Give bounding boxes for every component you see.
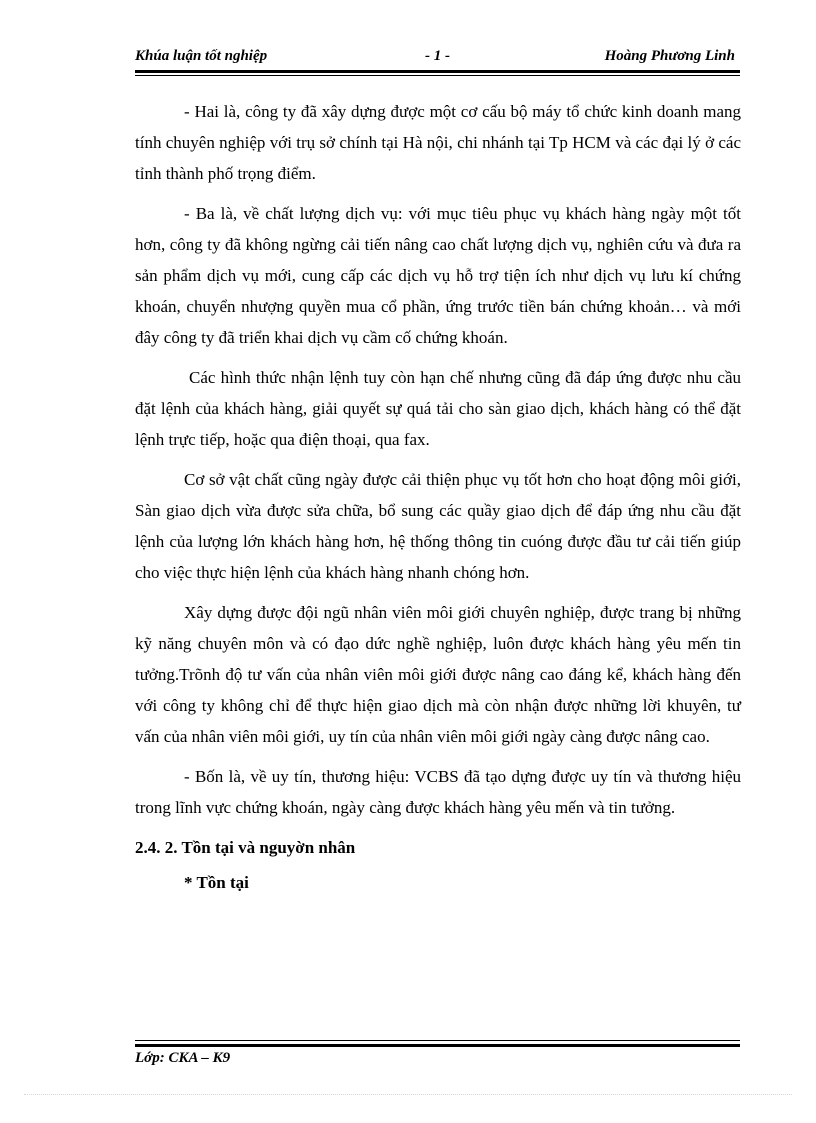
paragraph-6: - Bốn là, về uy tín, thương hiệu: VCBS đã tạo dựng được uy tín và thương hiệu trong lĩnh vực chứng khoán, ngày càng được khách hàng yêu mến và tin tưởng. [135,767,741,817]
page-header [135,48,739,70]
subheading: * Tồn tại [184,873,249,892]
header-author-name: Hoàng Phương Linh [604,48,735,64]
section-heading: 2.4. 2. Tồn tại và nguyờn nhân [135,838,356,857]
footer-rule-thin [135,1040,740,1041]
paragraph-5: Xây dựng được đội ngũ nhân viên môi giới chuyên nghiệp, được trang bị những kỹ năng chuyên môn và có đạo dức nghề nghiệp, luôn được khách hàng yêu mến tin tưởng.Trõnh độ tư vấn của nhân viên môi giới được nâng cao đáng kể, khách hàng đến với công ty không chỉ để thực hiện giao dịch mà còn nhận được những lời khuyên, tư vấn của nhân viên môi giới, uy tín của nhân viên môi giới ngày càng được nâng cao. [135,603,741,746]
header-page-number: - 1 - [425,48,450,64]
paragraph-4: Cơ sở vật chất cũng ngày được cải thiện phục vụ tốt hơn cho hoạt động môi giới, Sàn giao dịch vừa được sửa chữa, bổ sung các quầy giao dịch để đáp ứng nhu cầu đặt lệnh của lượng lớn khách hàng hơn, hệ thống thông tin cuóng được đầu tư cải tiến giúp cho việc thực hiện lệnh của khách hàng nhanh chóng hơn. [135,470,741,582]
header-rule-thin [135,75,740,76]
header-rule-thick [135,70,740,73]
page-edge-divider [24,1094,792,1095]
body-text [135,96,741,898]
footer-rule-thick [135,1044,740,1047]
paragraph-1: - Hai là, công ty đã xây dựng được một cơ cấu bộ máy tổ chức kinh doanh mang tính chuyên nghiệp với trụ sở chính tại Hà nội, chi nhánh tại Tp HCM và các đại lý ở các tỉnh thành phố trọng điểm. [135,102,741,183]
paragraph-3: Các hình thức nhận lệnh tuy còn hạn chế nhưng cũng đã đáp ứng được nhu cầu đặt lệnh của khách hàng, giải quyết sự quá tải cho sàn giao dịch, khách hàng có thể đặt lệnh trực tiếp, hoặc qua điện thoại, qua fax. [135,368,741,449]
header-thesis-title: Khúa luận tốt nghiệp [135,48,268,64]
page-footer: Lớp: CKA – K9 [135,1050,231,1066]
paragraph-2: - Ba là, về chất lượng dịch vụ: với mục tiêu phục vụ khách hàng ngày một tốt hơn, công ty đã không ngừng cải tiến nâng cao chất lượng dịch vụ, nghiên cứu và đưa ra sản phẩm dịch vụ mới, cung cấp các dịch vụ hỗ trợ tiện ích như dịch vụ lưu kí chứng khoán, chuyển nhượng quyền mua cổ phần, ứng trước tiền bán chứng khoản… và mới đây công ty đã triển khai dịch vụ cầm cố chứng khoán. [135,204,741,347]
